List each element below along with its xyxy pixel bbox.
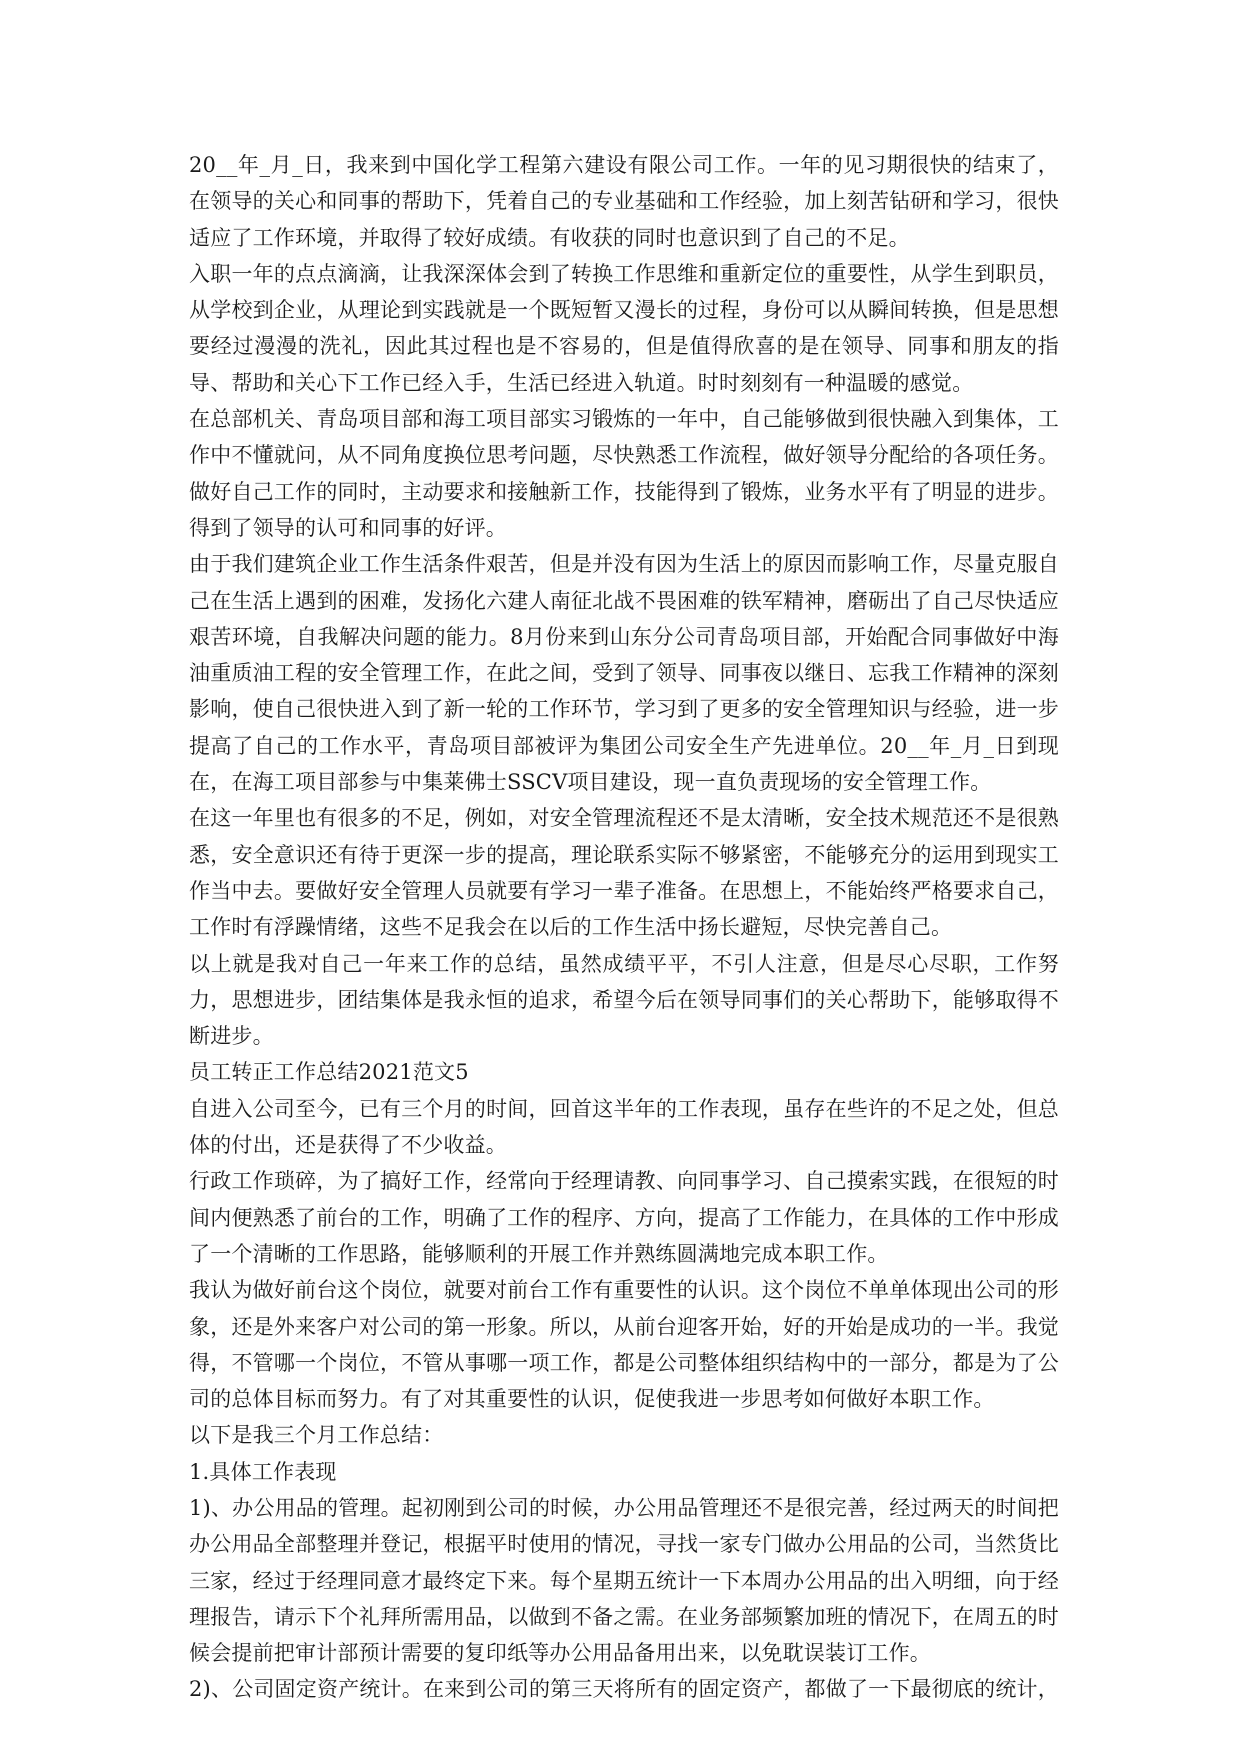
paragraph-training: 在总部机关、青岛项目部和海工项目部实习锻炼的一年中，自己能够做到很快融入到集体，工作中不懂就问，从不同角度换位思考问题，尽快熟悉工作流程，做好领导分配给的各项任务。做好自己工作的同时，主动要求和接触新工作，技能得到了锻炼，业务水平有了明显的进步。得到了领导的认可和同事的好评。	[189, 407, 1059, 540]
paragraph-office-supplies: 1)、办公用品的管理。起初刚到公司的时候，办公用品管理还不是很完善，经过两天的时间把办公用品全部整理并登记，根据平时使用的情况，寻找一家专门做办公用品的公司，当然货比三家，经过于经理同意才最终定下来。每个星期五统计一下本周办公用品的出入明细，向于经理报告，请示下个礼拜所需用品，以做到不备之需。在业务部频繁加班的情况下，在周五的时候会提前把审计部预计需要的复印纸等办公用品备用出来，以免耽误装订工作。	[189, 1495, 1059, 1666]
paragraph-joined: 自进入公司至今，已有三个月的时间，回首这半年的工作表现，虽存在些许的不足之处，但总体的付出，还是获得了不少收益。	[189, 1096, 1059, 1158]
subsection-title: 1.具体工作表现	[189, 1459, 337, 1484]
paragraph-intro: 20__年_月_日，我来到中国化学工程第六建设有限公司工作。一年的见习期很快的结束了，在领导的关心和同事的帮助下，凭着自己的专业基础和工作经验，加上刻苦钻研和学习，很快适应了工作环境，并取得了较好成绩。有收获的同时也意识到了自己的不足。	[189, 153, 1059, 250]
paragraph-hardship: 由于我们建筑企业工作生活条件艰苦，但是并没有因为生活上的原因而影响工作，尽量克服自己在生活上遇到的困难，发扬化六建人南征北战不畏困难的铁军精神，磨砺出了自己尽快适应艰苦环境，自我解决问题的能力。8月份来到山东分公司青岛项目部，开始配合同事做好中海油重质油工程的安全管理工作，在此之间，受到了领导、同事夜以继日、忘我工作精神的深刻影响，使自己很快进入到了新一轮的工作环节，学习到了更多的安全管理知识与经验，进一步提高了自己的工作水平，青岛项目部被评为集团公司安全生产先进单位。20__年_月_日到现在，在海工项目部参与中集莱佛士SSCV项目建设，现一直负责现场的安全管理工作。	[189, 552, 1059, 795]
paragraph-reflection: 入职一年的点点滴滴，让我深深体会到了转换工作思维和重新定位的重要性，从学生到职员，从学校到企业，从理论到实践就是一个既短暂又漫长的过程，身份可以从瞬间转换，但是思想要经过漫漫的洗礼，因此其过程也是不容易的，但是值得欣喜的是在领导、同事和朋友的指导、帮助和关心下工作已经入手，生活已经进入轨道。时时刻刻有一种温暖的感觉。	[189, 261, 1059, 395]
paragraph-conclusion: 以上就是我对自己一年来工作的总结，虽然成绩平平，不引人注意，但是尽心尽职，工作努力，思想进步，团结集体是我永恒的追求，希望今后在领导同事们的关心帮助下，能够取得不断进步。	[189, 951, 1059, 1049]
paragraph-admin-work: 行政工作琐碎，为了搞好工作，经常向于经理请教、向同事学习、自己摸索实践，在很短的时间内便熟悉了前台的工作，明确了工作的程序、方向，提高了工作能力，在具体的工作中形成了一个清晰的工作思路，能够顺利的开展工作并熟练圆满地完成本职工作。	[189, 1169, 1059, 1266]
summary-intro-line: 以下是我三个月工作总结：	[189, 1423, 444, 1448]
paragraph-fixed-assets: 2)、公司固定资产统计。在来到公司的第三天将所有的固定资产，都做了一下最彻底的统计，	[189, 1677, 1059, 1702]
document-body	[189, 147, 1059, 1708]
section-title: 员工转正工作总结2021范文5	[189, 1060, 469, 1085]
paragraph-shortcomings: 在这一年里也有很多的不足，例如，对安全管理流程还不是太清晰，安全技术规范还不是很熟悉，安全意识还有待于更深一步的提高，理论联系实际不够紧密，不能够充分的运用到现实工作当中去。要做好安全管理人员就要有学习一辈子准备。在思想上，不能始终严格要求自己，工作时有浮躁情绪，这些不足我会在以后的工作生活中扬长避短，尽快完善自己。	[189, 806, 1059, 940]
paragraph-front-desk: 我认为做好前台这个岗位，就要对前台工作有重要性的认识。这个岗位不单单体现出公司的形象，还是外来客户对公司的第一形象。所以，从前台迎客开始，好的开始是成功的一半。我觉得，不管哪一个岗位，不管从事哪一项工作，都是公司整体组织结构中的一部分，都是为了公司的总体目标而努力。有了对其重要性的认识，促使我进一步思考如何做好本职工作。	[189, 1278, 1059, 1412]
